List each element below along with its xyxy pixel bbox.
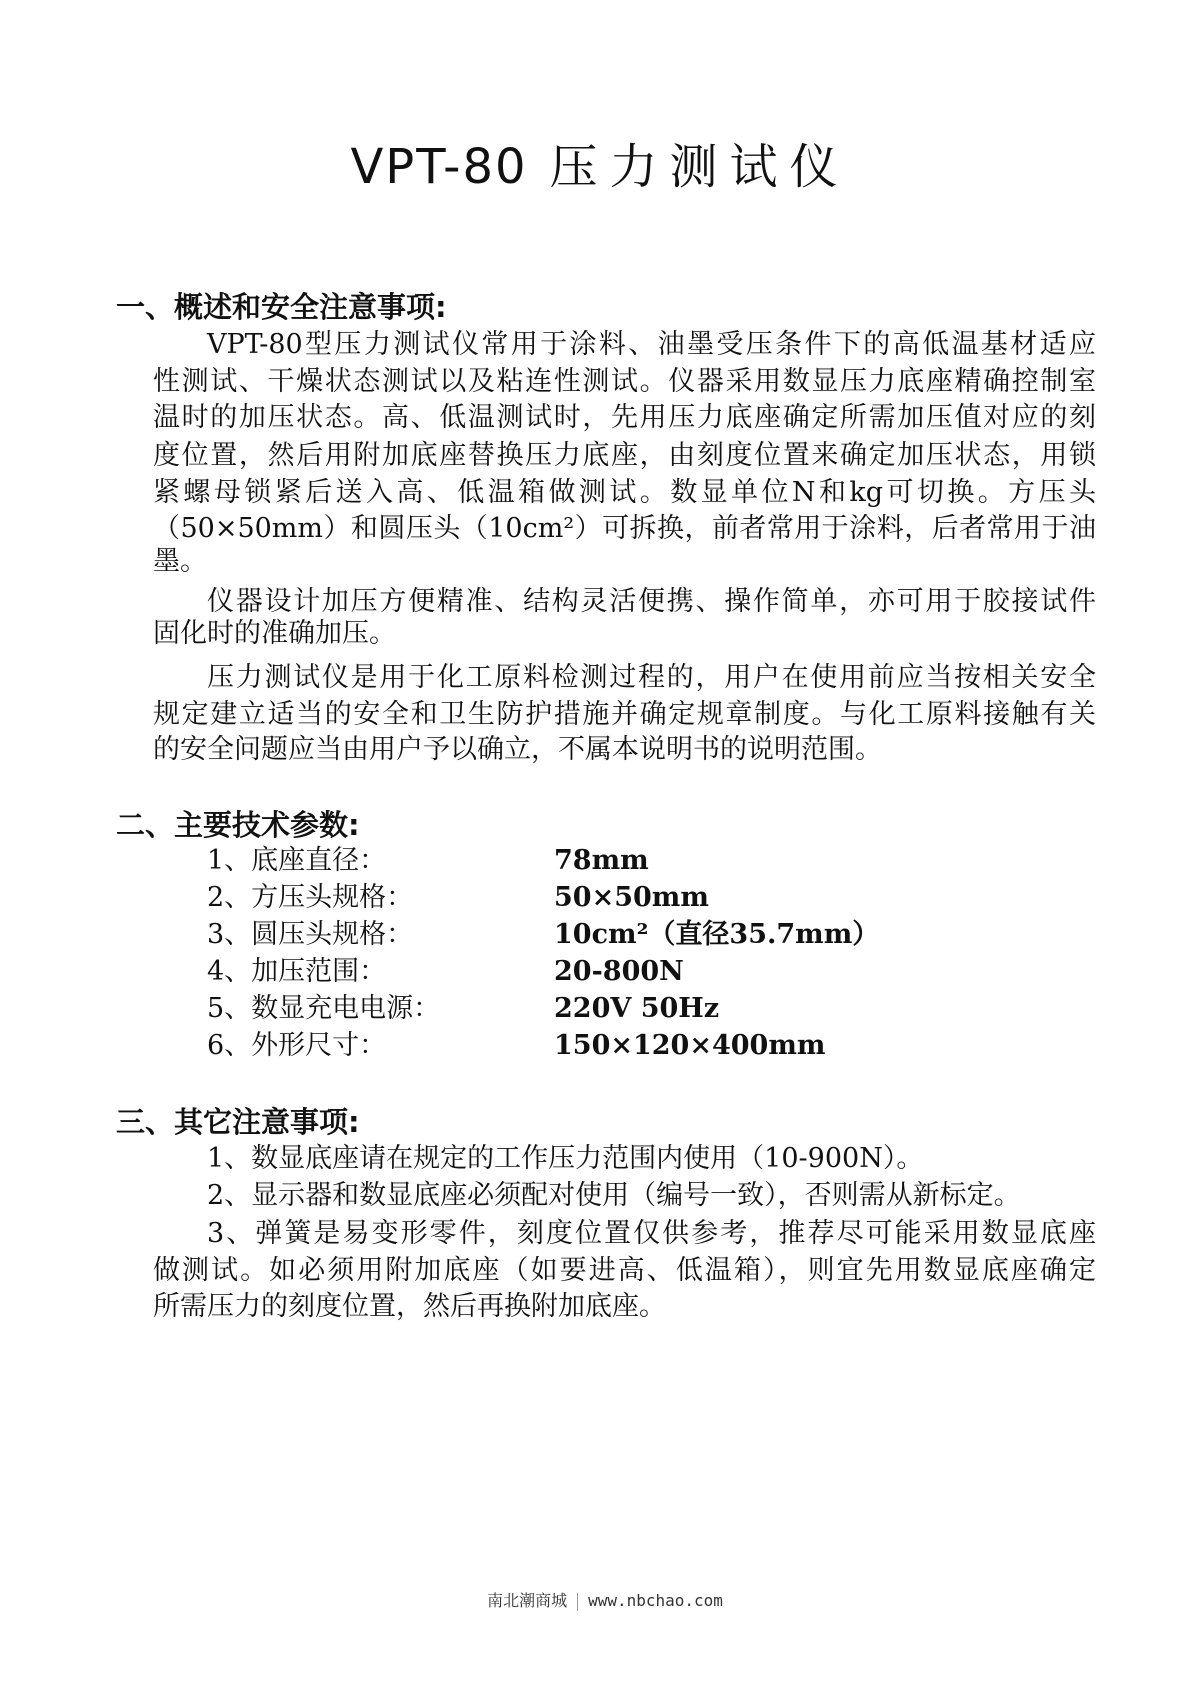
note-line: 2、显示器和数显底座必须配对使用（编号一致），否则需从新标定。 [207,1180,1021,1211]
param-label: 6、外形尺寸： [207,1030,387,1061]
para-line: VPT-80型压力测试仪常用于涂料、油墨受压条件下的高低温基材适应 [207,329,1096,360]
para-line: （50×50mm）和圆压头（10cm²）可拆换，前者常用于涂料，后者常用于油 [153,513,1096,544]
footer-divider [577,1593,578,1611]
param-value: 150×120×400mm [554,1030,826,1061]
para-line: 墨。 [153,546,207,577]
para-line: 的安全问题应当由用户予以确立，不属本说明书的说明范围。 [153,734,882,765]
section3-heading: 三、其它注意事项: [116,1105,360,1139]
param-value: 50×50mm [554,882,709,913]
note-line: 做测试。如必须用附加底座（如要进高、低温箱），则宜先用数显底座确定 [153,1255,1096,1286]
note-line: 3、弹簧是易变形零件，刻度位置仅供参考，推荐尽可能采用数显底座 [207,1218,1096,1249]
note-line: 1、数显底座请在规定的工作压力范围内使用（10-900N）。 [207,1143,924,1174]
para-line: 度位置，然后用附加底座替换压力底座，由刻度位置来确定加压状态，用锁 [153,440,1096,471]
param-label: 2、方压头规格： [207,882,414,913]
note-line: 所需压力的刻度位置，然后再换附加底座。 [153,1291,666,1322]
param-value: 10cm²（直径35.7mm） [554,919,880,950]
document-title [0,128,1200,197]
title-name: 压力测试仪 [549,139,850,195]
para-line: 压力测试仪是用于化工原料检测过程的，用户在使用前应当按相关安全 [207,662,1096,693]
footer-site-name: 南北潮商城 [487,1591,568,1610]
page-footer [0,1588,1200,1611]
param-value: 220V 50Hz [554,993,720,1024]
title-model: VPT-80 [350,139,528,195]
param-label: 3、圆压头规格： [207,919,414,950]
param-label: 1、底座直径： [207,845,387,876]
para-line: 规定建立适当的安全和卫生防护措施并确定规章制度。与化工原料接触有关 [153,699,1096,730]
param-label: 5、数显充电电源： [207,993,441,1024]
section1-heading: 一、概述和安全注意事项: [116,290,447,324]
para-line: 温时的加压状态。高、低温测试时，先用压力底座确定所需加压值对应的刻 [153,402,1096,433]
param-value: 20-800N [554,956,684,987]
para-line: 紧螺母锁紧后送入高、低温箱做测试。数显单位N和kg可切换。方压头 [153,477,1096,508]
param-label: 4、加压范围： [207,956,387,987]
section2-heading: 二、主要技术参数: [116,808,360,842]
param-value: 78mm [554,845,649,876]
para-line: 性测试、干燥状态测试以及粘连性测试。仪器采用数显压力底座精确控制室 [153,366,1096,397]
footer-url[interactable]: www.nbchao.com [588,1591,723,1610]
para-line: 固化时的准确加压。 [153,618,396,649]
para-line: 仪器设计加压方便精准、结构灵活便携、操作简单，亦可用于胶接试件 [207,586,1096,617]
